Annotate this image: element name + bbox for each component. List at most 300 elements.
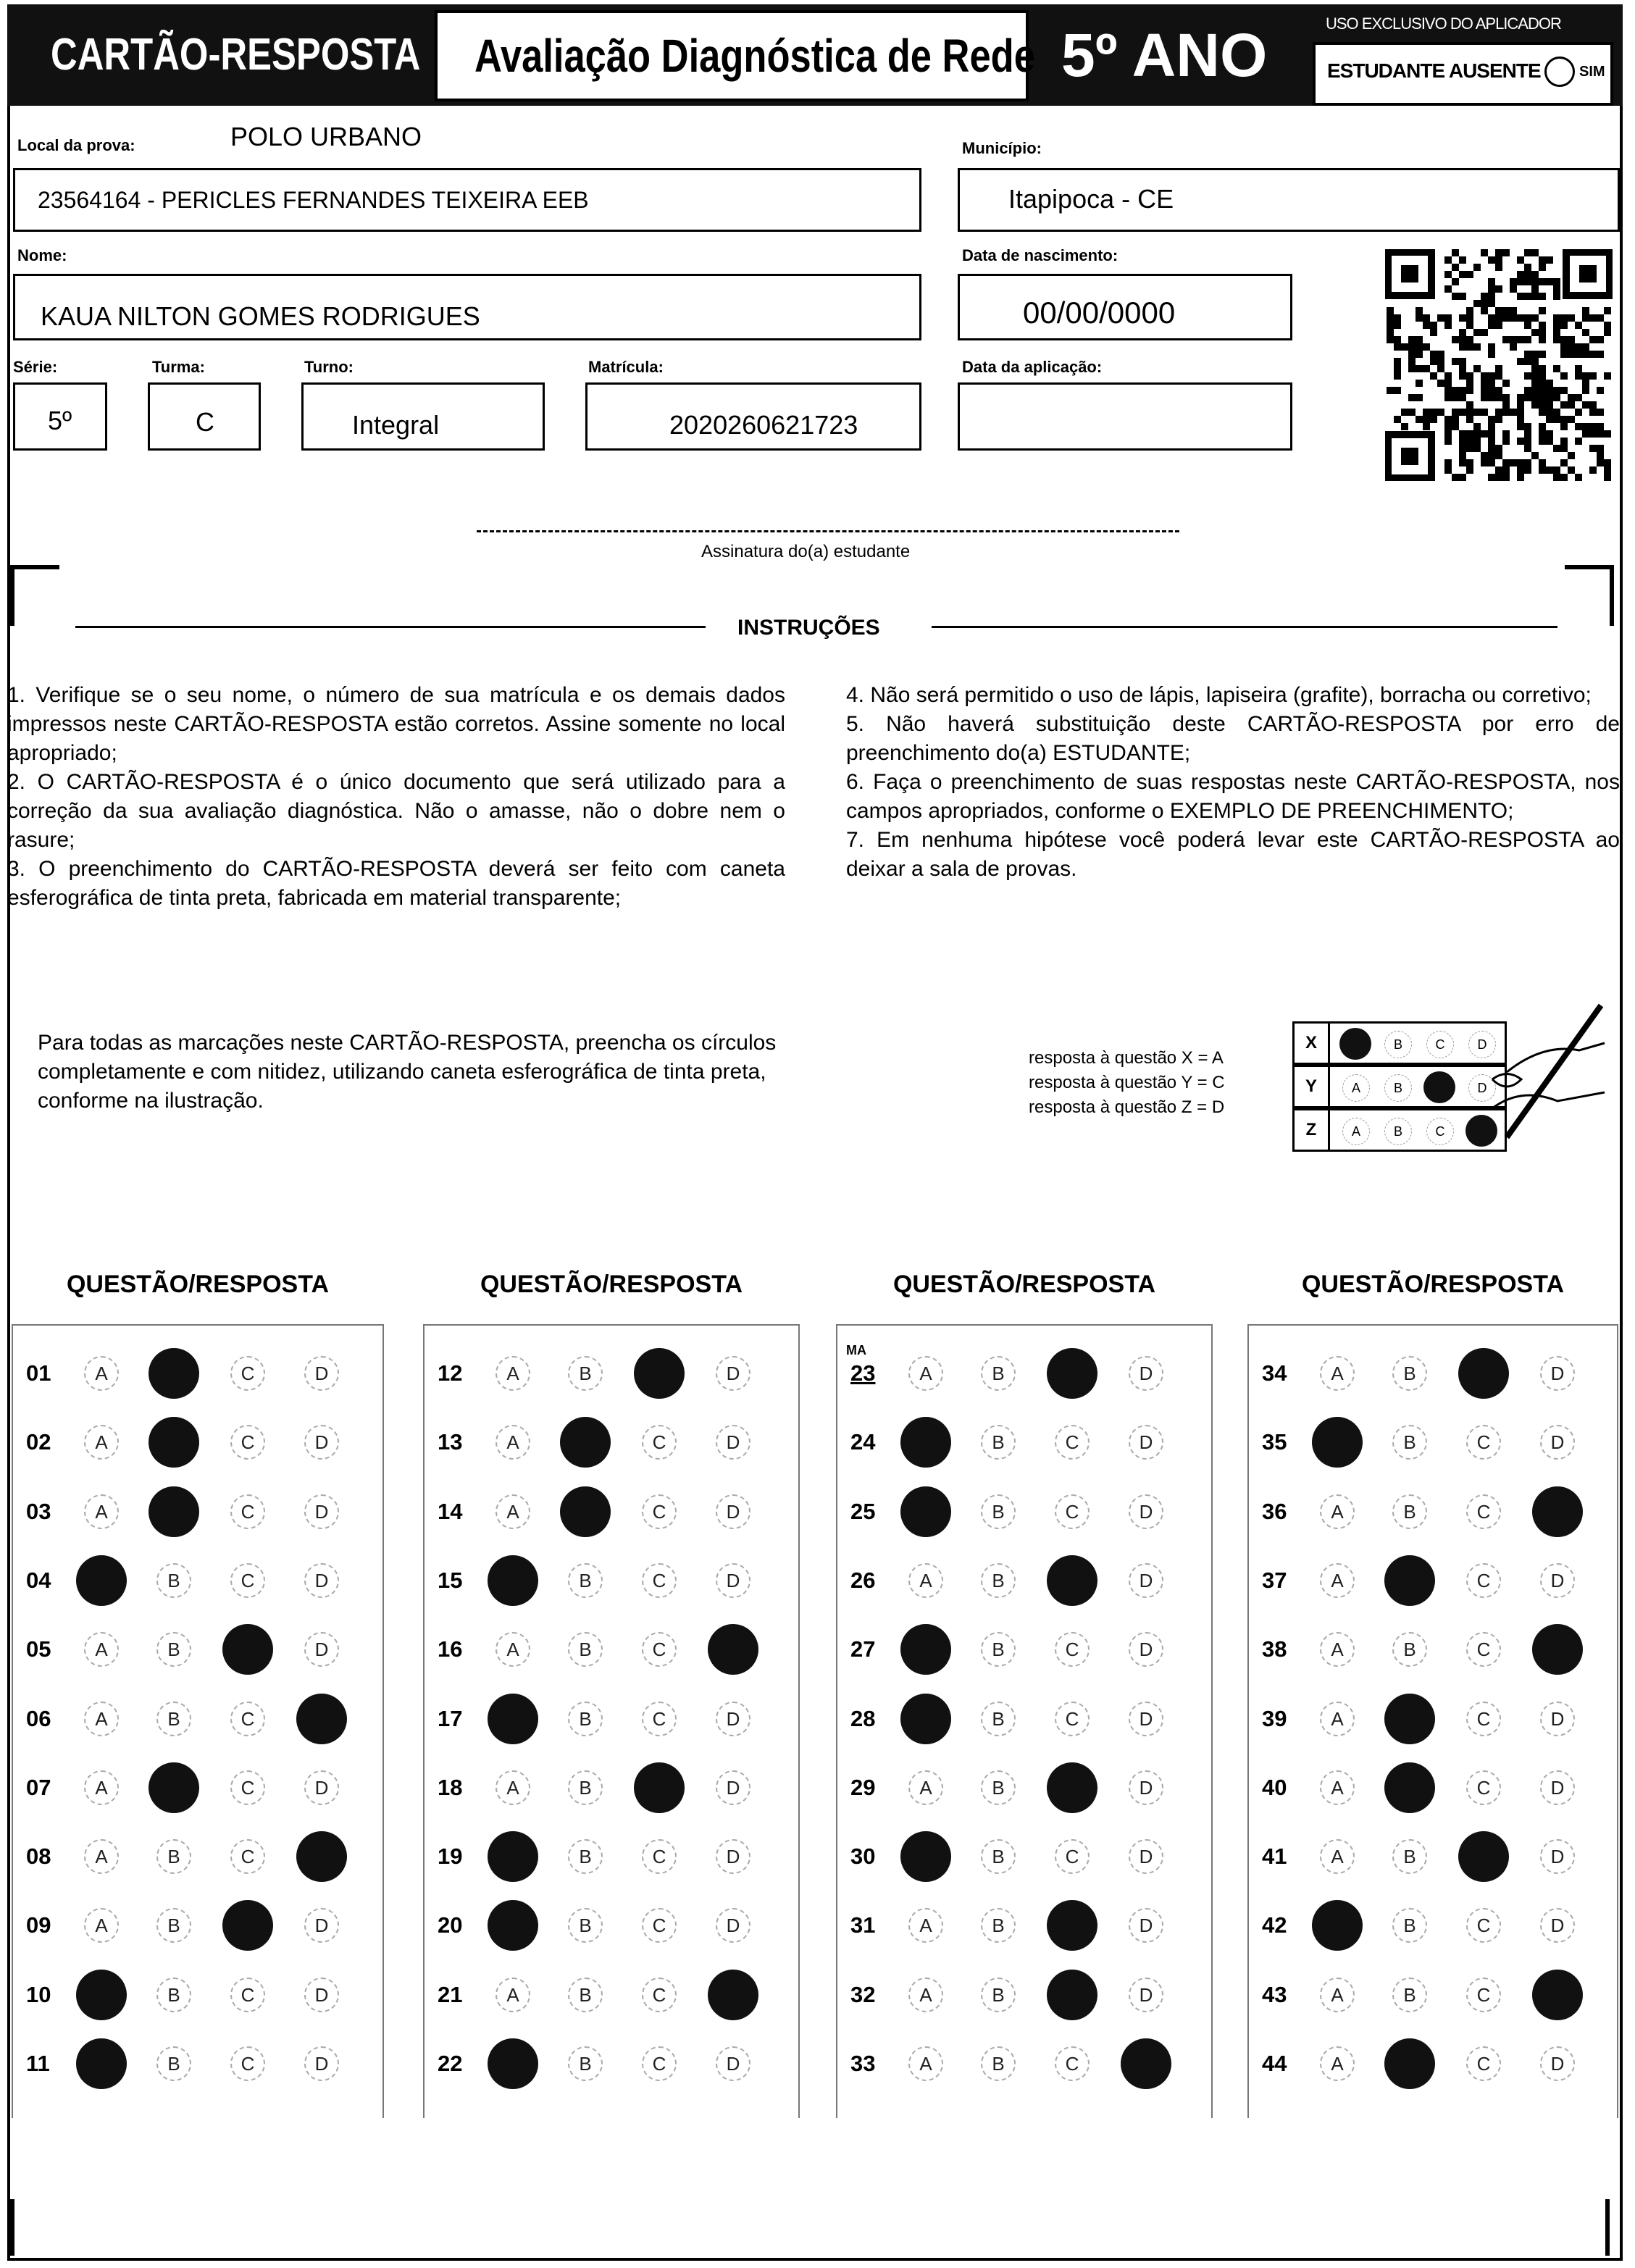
option-bubble-b[interactable]: B: [156, 1839, 191, 1874]
option-bubble-d[interactable]: D: [716, 1839, 750, 1874]
option-bubble-a[interactable]: A: [908, 1908, 943, 1943]
question-number: 37: [1262, 1567, 1287, 1593]
example-x-text: resposta à questão X = A: [1029, 1048, 1224, 1068]
filled-bubble[interactable]: [488, 1694, 538, 1744]
option-bubble-a[interactable]: A: [495, 1494, 530, 1529]
option-bubble-a[interactable]: A: [495, 1978, 530, 2012]
instruction-4: 4. Não será permitido o uso de lápis, lapiseira (grafite), borracha ou corretivo;: [846, 683, 1592, 707]
example-option-bubble: B: [1384, 1031, 1412, 1058]
filled-bubble[interactable]: [900, 1831, 951, 1882]
option-bubble-d[interactable]: D: [304, 1908, 339, 1943]
card-title: CARTÃO-RESPOSTA: [51, 30, 421, 80]
filled-bubble[interactable]: [900, 1417, 951, 1468]
option-bubble-a[interactable]: A: [84, 1702, 119, 1736]
filled-bubble[interactable]: [1384, 1555, 1435, 1606]
option-bubble-b[interactable]: B: [981, 1494, 1016, 1529]
option-bubble-a[interactable]: A: [1320, 1563, 1355, 1598]
option-bubble-d[interactable]: D: [716, 1770, 750, 1805]
nascimento-label: Data de nascimento:: [962, 246, 1118, 264]
column-title: QUESTÃO/RESPOSTA: [66, 1271, 330, 1298]
option-bubble-d[interactable]: D: [1129, 1978, 1163, 2012]
instruction-3: 3. O preenchimento do CARTÃO-RESPOSTA deverá ser feito com caneta esferográfica de tinta preta, fabricada em material transparente;: [7, 857, 785, 910]
option-bubble-a[interactable]: A: [84, 1494, 119, 1529]
option-bubble-b[interactable]: B: [156, 1563, 191, 1598]
option-bubble-c[interactable]: C: [1055, 1702, 1090, 1736]
option-bubble-d[interactable]: D: [1540, 1702, 1575, 1736]
filled-bubble[interactable]: [488, 1831, 538, 1882]
filled-bubble[interactable]: [900, 1624, 951, 1675]
question-number: 16: [438, 1636, 463, 1662]
option-bubble-d[interactable]: D: [304, 1425, 339, 1460]
option-bubble-c[interactable]: C: [1466, 1908, 1501, 1943]
option-bubble-b[interactable]: B: [156, 2046, 191, 2081]
corner-mark-tr: [1565, 565, 1614, 626]
option-bubble-d[interactable]: D: [1540, 1563, 1575, 1598]
filled-bubble[interactable]: [708, 1624, 758, 1675]
exam-subtitle: Avaliação Diagnóstica de Rede: [474, 30, 1035, 82]
option-bubble-c[interactable]: C: [1055, 1632, 1090, 1667]
option-bubble-b[interactable]: B: [568, 1702, 603, 1736]
option-bubble-d[interactable]: D: [1129, 1632, 1163, 1667]
question-number: 26: [850, 1567, 876, 1593]
question-number: 02: [26, 1429, 51, 1455]
instruction-7: 7. Em nenhuma hipótese você poderá levar este CARTÃO-RESPOSTA ao deixar a sala de provas.: [846, 828, 1620, 881]
corner-mark-bl: [10, 2199, 14, 2256]
option-bubble-a[interactable]: A: [1320, 1770, 1355, 1805]
question-number: 18: [438, 1774, 463, 1800]
filled-bubble[interactable]: [1047, 1900, 1097, 1951]
local-value: POLO URBANO: [230, 122, 422, 151]
answer-row: [836, 1830, 1213, 1883]
pen-hand-icon: [1478, 1000, 1608, 1145]
option-bubble-c[interactable]: C: [230, 1978, 265, 2012]
question-number: 17: [438, 1705, 463, 1731]
answer-row: [423, 1623, 800, 1675]
option-bubble-b[interactable]: B: [568, 1563, 603, 1598]
option-bubble-c[interactable]: C: [230, 1770, 265, 1805]
filled-bubble[interactable]: [708, 1970, 758, 2020]
option-bubble-d[interactable]: D: [304, 1632, 339, 1667]
option-bubble-d[interactable]: D: [1540, 1356, 1575, 1391]
filled-bubble[interactable]: [1532, 1486, 1583, 1537]
answer-row: [12, 1347, 384, 1399]
option-bubble-c[interactable]: C: [1466, 2046, 1501, 2081]
option-bubble-a[interactable]: A: [84, 1632, 119, 1667]
question-number: 21: [438, 1981, 463, 2007]
example-filled-bubble: [1423, 1071, 1455, 1103]
school-value: 23564164 - PERICLES FERNANDES TEIXEIRA EEB: [38, 187, 589, 213]
question-number: 03: [26, 1498, 51, 1524]
filled-bubble[interactable]: [1532, 1624, 1583, 1675]
option-bubble-d[interactable]: D: [716, 1494, 750, 1529]
filled-bubble[interactable]: [296, 1694, 347, 1744]
question-number: 08: [26, 1844, 51, 1870]
option-bubble-b[interactable]: B: [568, 1839, 603, 1874]
option-bubble-b[interactable]: B: [156, 1908, 191, 1943]
option-bubble-c[interactable]: C: [230, 1356, 265, 1391]
option-bubble-c[interactable]: C: [1466, 1494, 1501, 1529]
option-bubble-a[interactable]: A: [84, 1770, 119, 1805]
example-option-bubble: D: [1468, 1074, 1496, 1102]
option-bubble-c[interactable]: C: [1466, 1425, 1501, 1460]
option-bubble-b[interactable]: B: [156, 1632, 191, 1667]
option-bubble-d[interactable]: D: [716, 1356, 750, 1391]
answer-row: [1247, 1486, 1618, 1538]
filled-bubble[interactable]: [560, 1417, 611, 1468]
question-number: 23: [850, 1360, 876, 1386]
example-option-bubble: B: [1384, 1118, 1412, 1145]
example-option-bubble: D: [1468, 1031, 1496, 1058]
filled-bubble[interactable]: [634, 1348, 685, 1399]
option-bubble-b[interactable]: B: [156, 1978, 191, 2012]
filled-bubble[interactable]: [222, 1624, 273, 1675]
instruction-1: 1. Verifique se o seu nome, o número de sua matrícula e os demais dados impressos neste CARTÃO-RESPOSTA estão corretos. Assine somente no local apropriado;: [7, 683, 785, 765]
filled-bubble[interactable]: [488, 2038, 538, 2089]
option-bubble-b[interactable]: B: [568, 1908, 603, 1943]
option-bubble-c[interactable]: C: [230, 1494, 265, 1529]
option-bubble-c[interactable]: C: [1466, 1632, 1501, 1667]
answer-row: [423, 1969, 800, 2021]
option-bubble-d[interactable]: D: [304, 1494, 339, 1529]
question-number: 28: [850, 1705, 876, 1731]
example-filled-bubble: [1339, 1028, 1371, 1060]
answer-row: [12, 1899, 384, 1951]
example-option-bubble: B: [1384, 1074, 1412, 1102]
option-bubble-a[interactable]: A: [1320, 1494, 1355, 1529]
option-bubble-c[interactable]: C: [642, 1425, 677, 1460]
option-bubble-a[interactable]: A: [84, 1839, 119, 1874]
filled-bubble[interactable]: [149, 1348, 199, 1399]
filled-bubble[interactable]: [149, 1417, 199, 1468]
example-y-text: resposta à questão Y = C: [1029, 1073, 1225, 1092]
question-number: 09: [26, 1912, 51, 1938]
applicator-only-label: USO EXCLUSIVO DO APLICADOR: [1326, 14, 1561, 33]
answer-row: [423, 1554, 800, 1607]
turma-label: Turma:: [152, 358, 205, 376]
turno-label: Turno:: [304, 358, 354, 376]
option-bubble-b[interactable]: B: [981, 1702, 1016, 1736]
question-number: 19: [438, 1844, 463, 1870]
option-bubble-c[interactable]: C: [1466, 1770, 1501, 1805]
answer-row: [12, 1623, 384, 1675]
option-bubble-c[interactable]: C: [1466, 1563, 1501, 1598]
answer-row: [1247, 1899, 1618, 1951]
option-bubble-c[interactable]: C: [230, 1839, 265, 1874]
option-bubble-d[interactable]: D: [304, 1770, 339, 1805]
option-bubble-b[interactable]: B: [1392, 1632, 1427, 1667]
serie-label: Série:: [13, 358, 58, 376]
answer-row: [836, 1762, 1213, 1814]
filled-bubble[interactable]: [1047, 1970, 1097, 2020]
nome-value: KAUA NILTON GOMES RODRIGUES: [41, 301, 480, 331]
option-bubble-b[interactable]: B: [1392, 1425, 1427, 1460]
aplicacao-label: Data da aplicação:: [962, 358, 1103, 376]
instruction-5: 5. Não haverá substituição deste CARTÃO-RESPOSTA por erro de preenchimento do(a) ESTUDANTE;: [846, 712, 1620, 765]
filled-bubble[interactable]: [1312, 1417, 1363, 1468]
option-bubble-a[interactable]: A: [495, 1770, 530, 1805]
fill-example: [1292, 1021, 1507, 1152]
answer-row: [836, 1623, 1213, 1675]
filled-bubble[interactable]: [1312, 1900, 1363, 1951]
turno-value: Integral: [352, 410, 440, 440]
option-bubble-b[interactable]: B: [981, 1978, 1016, 2012]
option-bubble-b[interactable]: B: [568, 1356, 603, 1391]
question-number: 29: [850, 1774, 876, 1800]
option-bubble-d[interactable]: D: [1129, 1839, 1163, 1874]
question-number: 34: [1262, 1360, 1287, 1386]
option-bubble-a[interactable]: A: [1320, 2046, 1355, 2081]
corner-mark-br: [1605, 2199, 1610, 2256]
option-bubble-b[interactable]: B: [981, 1425, 1016, 1460]
option-bubble-d[interactable]: D: [1540, 1425, 1575, 1460]
answer-row: [12, 1830, 384, 1883]
example-option-bubble: A: [1342, 1074, 1370, 1102]
question-number: 39: [1262, 1705, 1287, 1731]
option-bubble-d[interactable]: D: [1540, 1770, 1575, 1805]
option-bubble-d[interactable]: D: [1540, 2046, 1575, 2081]
option-bubble-a[interactable]: A: [84, 1908, 119, 1943]
filled-bubble[interactable]: [1384, 1762, 1435, 1813]
question-number: 14: [438, 1498, 463, 1524]
option-bubble-b[interactable]: B: [981, 1770, 1016, 1805]
signature-label: Assinatura do(a) estudante: [701, 542, 911, 561]
option-bubble-b[interactable]: B: [1392, 1978, 1427, 2012]
question-number: 38: [1262, 1636, 1287, 1662]
answer-row: [836, 1486, 1213, 1538]
option-bubble-c[interactable]: C: [1466, 1978, 1501, 2012]
answer-row: [1247, 1347, 1618, 1399]
option-bubble-b[interactable]: B: [981, 1908, 1016, 1943]
option-bubble-a[interactable]: A: [908, 2046, 943, 2081]
answer-row: [423, 1416, 800, 1468]
option-bubble-d[interactable]: D: [716, 1908, 750, 1943]
option-bubble-c[interactable]: C: [230, 1425, 265, 1460]
option-bubble-b[interactable]: B: [981, 1632, 1016, 1667]
option-bubble-b[interactable]: B: [568, 2046, 603, 2081]
filled-bubble[interactable]: [149, 1762, 199, 1813]
question-number: 12: [438, 1360, 463, 1386]
question-number: 44: [1262, 2051, 1287, 2076]
column-title: QUESTÃO/RESPOSTA: [892, 1271, 1156, 1298]
example-row: [1292, 1065, 1507, 1108]
filled-bubble[interactable]: [1047, 1555, 1097, 1606]
answer-row: [836, 2038, 1213, 2090]
option-bubble-c[interactable]: C: [1055, 1839, 1090, 1874]
option-bubble-d[interactable]: D: [1540, 1908, 1575, 1943]
question-number: 06: [26, 1705, 51, 1731]
example-option-bubble: C: [1426, 1118, 1454, 1145]
option-bubble-c[interactable]: C: [642, 1702, 677, 1736]
option-bubble-c[interactable]: C: [642, 1839, 677, 1874]
option-bubble-d[interactable]: D: [1129, 1770, 1163, 1805]
answer-row: [1247, 1416, 1618, 1468]
question-number: 07: [26, 1774, 51, 1800]
example-row-label: X: [1295, 1024, 1330, 1063]
option-bubble-a[interactable]: A: [1320, 1356, 1355, 1391]
filled-bubble[interactable]: [634, 1762, 685, 1813]
option-bubble-a[interactable]: A: [1320, 1978, 1355, 2012]
option-bubble-c[interactable]: C: [1466, 1702, 1501, 1736]
option-bubble-d[interactable]: D: [304, 1978, 339, 2012]
answer-row: [836, 1554, 1213, 1607]
option-bubble-c[interactable]: C: [1055, 1494, 1090, 1529]
option-bubble-a[interactable]: A: [908, 1356, 943, 1391]
option-bubble-b[interactable]: B: [1392, 1356, 1427, 1391]
option-bubble-d[interactable]: D: [1129, 1908, 1163, 1943]
question-number: 36: [1262, 1498, 1287, 1524]
filled-bubble[interactable]: [488, 1555, 538, 1606]
option-bubble-c[interactable]: C: [230, 1702, 265, 1736]
option-bubble-a[interactable]: A: [1320, 1702, 1355, 1736]
example-z-text: resposta à questão Z = D: [1029, 1097, 1225, 1117]
answer-row: [12, 1969, 384, 2021]
option-bubble-d[interactable]: D: [716, 1563, 750, 1598]
filled-bubble[interactable]: [76, 2038, 127, 2089]
filled-bubble[interactable]: [1047, 1762, 1097, 1813]
answer-row: [1247, 1693, 1618, 1745]
option-bubble-a[interactable]: A: [84, 1356, 119, 1391]
option-bubble-d[interactable]: D: [1129, 1494, 1163, 1529]
aplicacao-box: [958, 382, 1292, 451]
option-bubble-a[interactable]: A: [495, 1632, 530, 1667]
answer-row: [12, 1693, 384, 1745]
option-bubble-a[interactable]: A: [495, 1425, 530, 1460]
signature-line[interactable]: [477, 530, 1179, 532]
question-number: 40: [1262, 1774, 1287, 1800]
answer-row: [423, 2038, 800, 2090]
instructions-title: INSTRUÇÕES: [737, 616, 880, 640]
option-bubble-b[interactable]: B: [1392, 1908, 1427, 1943]
option-bubble-a[interactable]: A: [495, 1356, 530, 1391]
example-row-label: Z: [1295, 1110, 1330, 1150]
answer-row: [423, 1693, 800, 1745]
option-bubble-d[interactable]: D: [1129, 1425, 1163, 1460]
answer-row: [1247, 1762, 1618, 1814]
question-number: 24: [850, 1429, 876, 1455]
option-bubble-b[interactable]: B: [1392, 1839, 1427, 1874]
answer-row: [836, 1693, 1213, 1745]
answer-row: [12, 1554, 384, 1607]
filled-bubble[interactable]: [560, 1486, 611, 1537]
example-row-label: Y: [1295, 1067, 1330, 1106]
option-bubble-b[interactable]: B: [568, 1978, 603, 2012]
filled-bubble[interactable]: [1121, 2038, 1171, 2089]
filled-bubble[interactable]: [222, 1900, 273, 1951]
option-bubble-d[interactable]: D: [304, 1563, 339, 1598]
option-bubble-b[interactable]: B: [981, 2046, 1016, 2081]
filled-bubble[interactable]: [149, 1486, 199, 1537]
option-bubble-a[interactable]: A: [908, 1978, 943, 2012]
instructions-right: [846, 681, 1620, 884]
option-bubble-c[interactable]: C: [1055, 1425, 1090, 1460]
option-bubble-c[interactable]: C: [642, 1494, 677, 1529]
option-bubble-b[interactable]: B: [568, 1770, 603, 1805]
option-bubble-d[interactable]: D: [304, 1356, 339, 1391]
option-bubble-d[interactable]: D: [716, 1702, 750, 1736]
answer-row: [836, 1343, 1213, 1399]
option-bubble-c[interactable]: C: [230, 1563, 265, 1598]
filled-bubble[interactable]: [900, 1694, 951, 1744]
filled-bubble[interactable]: [76, 1555, 127, 1606]
filled-bubble[interactable]: [1047, 1348, 1097, 1399]
option-bubble-d[interactable]: D: [1129, 1563, 1163, 1598]
nascimento-value: 00/00/0000: [1023, 296, 1176, 330]
option-bubble-a[interactable]: A: [84, 1425, 119, 1460]
option-bubble-c[interactable]: C: [642, 2046, 677, 2081]
option-bubble-d[interactable]: D: [1129, 1702, 1163, 1736]
answer-row: [423, 1347, 800, 1399]
question-number: 10: [26, 1981, 51, 2007]
nome-label: Nome:: [17, 246, 67, 264]
option-bubble-c[interactable]: C: [230, 2046, 265, 2081]
option-bubble-d[interactable]: D: [716, 1425, 750, 1460]
answer-row: [1247, 1554, 1618, 1607]
question-number: 15: [438, 1567, 463, 1593]
filled-bubble[interactable]: [900, 1486, 951, 1537]
filled-bubble[interactable]: [488, 1900, 538, 1951]
option-bubble-b[interactable]: B: [981, 1839, 1016, 1874]
absent-bubble[interactable]: [1544, 57, 1575, 87]
option-bubble-a[interactable]: A: [908, 1770, 943, 1805]
option-bubble-c[interactable]: C: [642, 1563, 677, 1598]
option-bubble-d[interactable]: D: [304, 2046, 339, 2081]
option-bubble-d[interactable]: D: [716, 2046, 750, 2081]
answer-row: [1247, 1623, 1618, 1675]
answer-row: [12, 1416, 384, 1468]
option-bubble-d[interactable]: D: [1129, 1356, 1163, 1391]
turma-value: C: [196, 407, 214, 437]
filled-bubble[interactable]: [1384, 2038, 1435, 2089]
filled-bubble[interactable]: [1458, 1348, 1509, 1399]
option-bubble-c[interactable]: C: [642, 1632, 677, 1667]
answer-row: [423, 1486, 800, 1538]
answer-row: [836, 1969, 1213, 2021]
option-bubble-b[interactable]: B: [1392, 1494, 1427, 1529]
option-bubble-c[interactable]: C: [642, 1978, 677, 2012]
question-number: 42: [1262, 1912, 1287, 1938]
instruction-6: 6. Faça o preenchimento de suas respostas neste CARTÃO-RESPOSTA, nos campos apropriados, conforme o EXEMPLO DE PREENCHIMENTO;: [846, 770, 1620, 823]
option-bubble-b[interactable]: B: [568, 1632, 603, 1667]
fill-note: Para todas as marcações neste CARTÃO-RESPOSTA, preencha os círculos completamente e com nitidez, utilizando caneta esferográfica de tinta preta, conforme na ilustração.: [38, 1031, 777, 1113]
option-bubble-c[interactable]: C: [642, 1908, 677, 1943]
example-row: [1292, 1021, 1507, 1065]
instructions-rule-right: [932, 626, 1557, 628]
serie-value: 5º: [48, 406, 72, 435]
option-bubble-a[interactable]: A: [1320, 1839, 1355, 1874]
column-title: QUESTÃO/RESPOSTA: [1301, 1271, 1565, 1298]
absent-sim-label: SIM: [1579, 64, 1605, 80]
option-bubble-a[interactable]: A: [1320, 1632, 1355, 1667]
question-number: 33: [850, 2051, 876, 2076]
answer-row: [423, 1899, 800, 1951]
filled-bubble[interactable]: [76, 1970, 127, 2020]
filled-bubble[interactable]: [296, 1831, 347, 1882]
option-bubble-b[interactable]: B: [981, 1356, 1016, 1391]
question-number: 35: [1262, 1429, 1287, 1455]
answer-row: [836, 1899, 1213, 1951]
filled-bubble[interactable]: [1458, 1831, 1509, 1882]
option-bubble-a[interactable]: A: [908, 1563, 943, 1598]
option-bubble-b[interactable]: B: [981, 1563, 1016, 1598]
filled-bubble[interactable]: [1532, 1970, 1583, 2020]
option-bubble-b[interactable]: B: [156, 1702, 191, 1736]
option-bubble-c[interactable]: C: [1055, 2046, 1090, 2081]
corner-mark-tl: [10, 565, 59, 626]
question-number: 30: [850, 1844, 876, 1870]
option-bubble-d[interactable]: D: [1540, 1839, 1575, 1874]
answer-row: [1247, 2038, 1618, 2090]
filled-bubble[interactable]: [1384, 1694, 1435, 1744]
